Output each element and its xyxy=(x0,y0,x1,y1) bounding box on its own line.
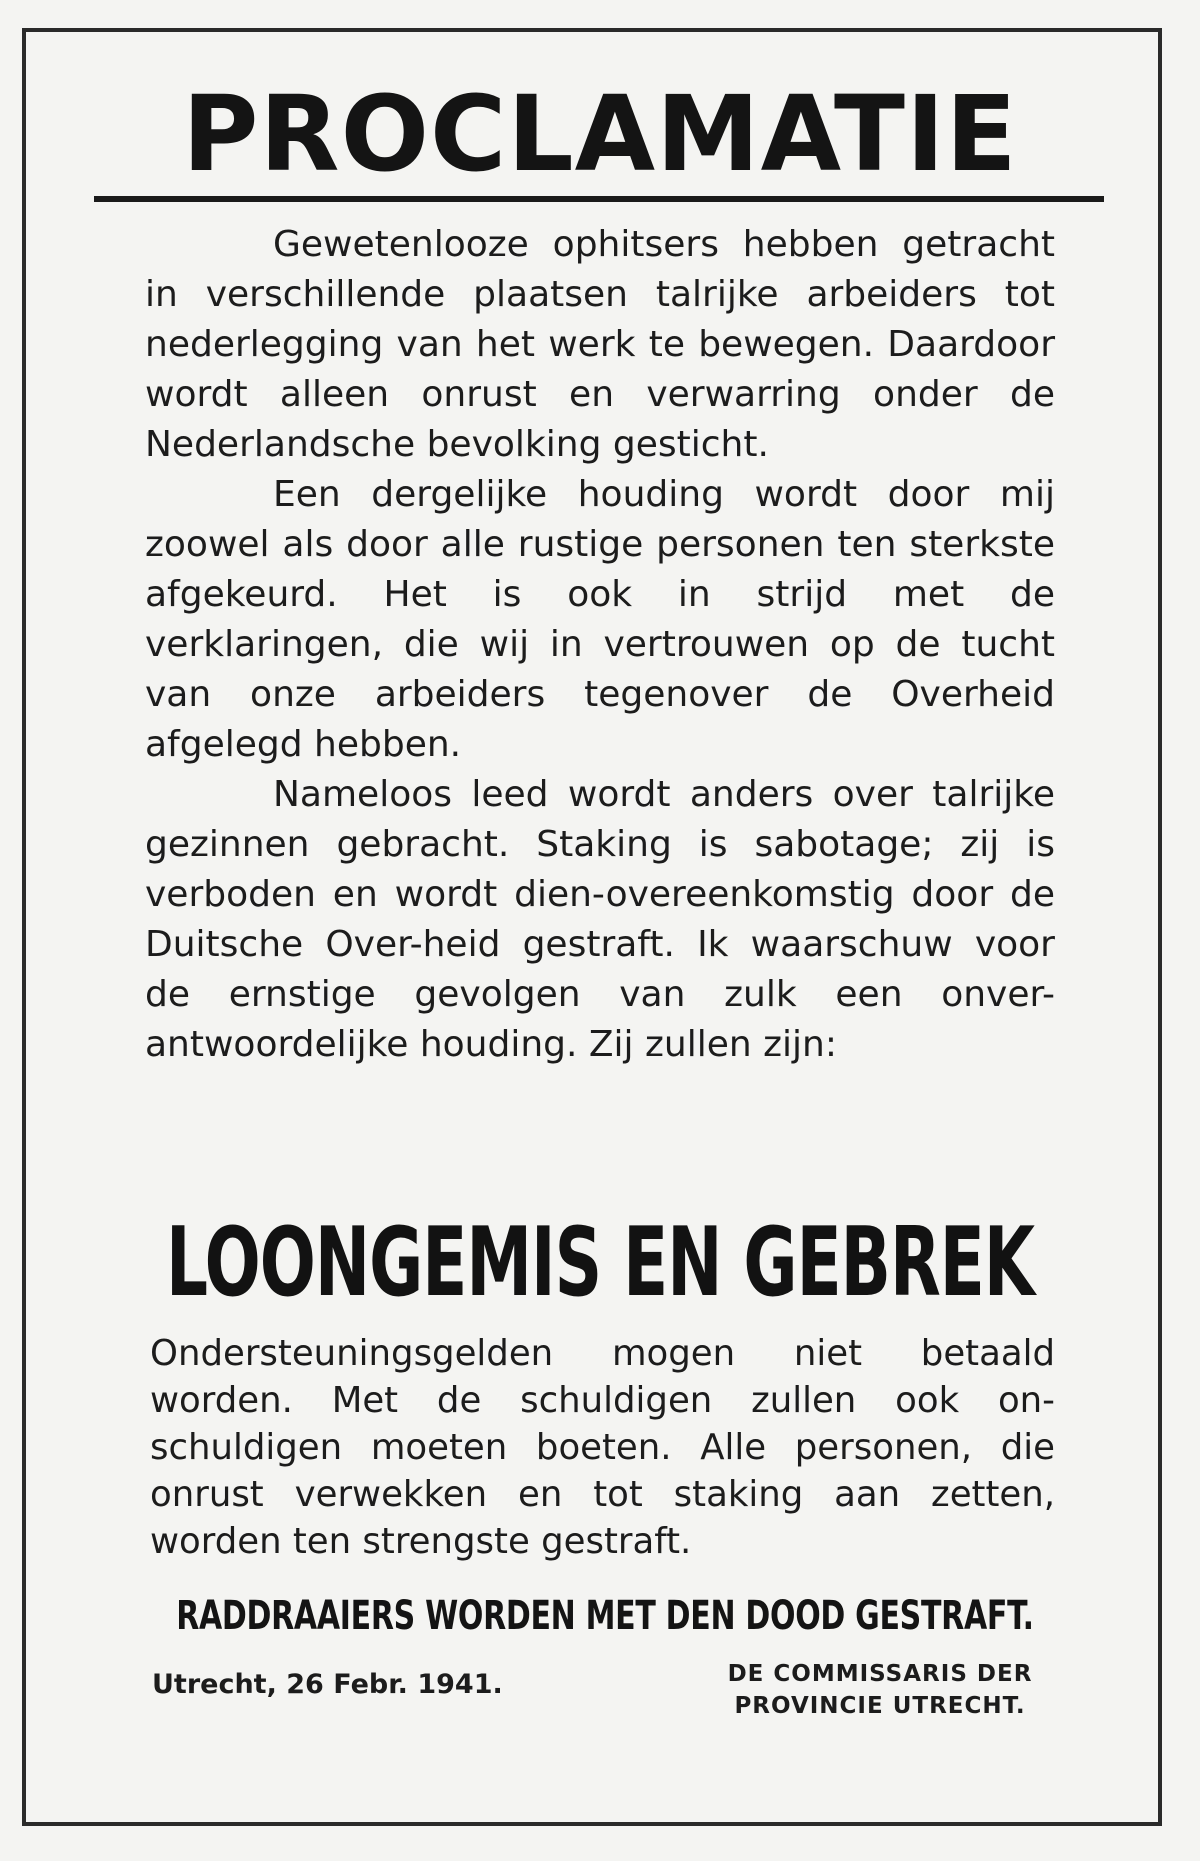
paragraph-3: Nameloos leed wordt anders over talrijke gezinnen gebracht. Staking is sabotage; zij is verboden en wordt dien-overeenkomstig door de Duitsche Over-heid gestraft. Ik waarschuw voor de ernstige gevolgen van zulk een onver-antwoordelijke houding. Zij zullen zijn: xyxy=(145,774,1055,1065)
signature-line-1: DE COMMISSARIS DER xyxy=(727,1661,1033,1687)
title-underline xyxy=(94,196,1104,202)
paragraph-1: Gewetenlooze ophitsers hebben getracht in verschillende plaatsen talrijke arbeiders tot nederlegging van het werk te bewegen. Daardoor wordt alleen onrust en verwarring onder de Nederlandsche bevolking gesticht. xyxy=(145,224,1055,465)
proclamation-body xyxy=(145,220,1055,1070)
consequences-paragraph: Ondersteuningsgelden mogen niet betaald worden. Met de schuldigen zullen ook on-schuldigen moeten boeten. Alle personen, die onrust verwekken en tot staking aan zetten, worden ten strengste gestraft. xyxy=(150,1333,1055,1562)
signature-block xyxy=(700,1658,1060,1722)
poster-title: PROCLAMATIE xyxy=(182,73,1018,195)
signature-line-2: PROVINCIE UTRECHT. xyxy=(734,1693,1026,1719)
paragraph-2: Een dergelijke houding wordt door mij zoowel als door alle rustige personen ten sterkste afgekeurd. Het is ook in strijd met de verklaringen, die wij in vertrouwen op de tucht van onze arbeiders tegenover de Overheid afgelegd hebben. xyxy=(145,474,1055,765)
headline-consequence: LOONGEMIS EN GEBREK xyxy=(165,1206,1035,1319)
death-penalty-warning: RADDRAAIERS WORDEN MET DEN DOOD GESTRAFT. xyxy=(176,1592,1034,1640)
place-and-date: Utrecht, 26 Febr. 1941. xyxy=(152,1669,503,1700)
